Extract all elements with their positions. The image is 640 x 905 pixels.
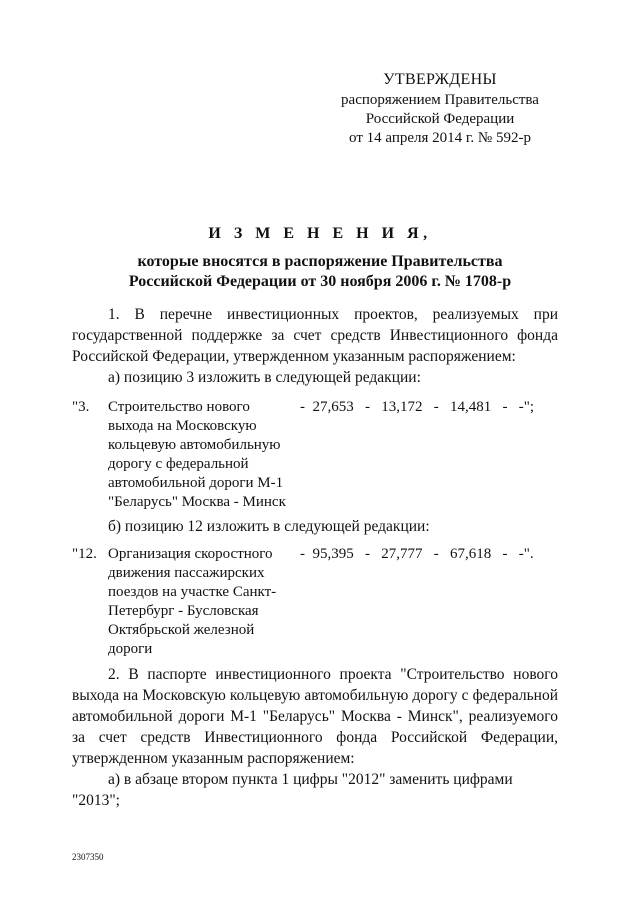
entry-number: "3. [72,399,90,415]
section-1-item-a: а) позицию 3 изложить в следующей редакции: [108,369,421,386]
approval-line: от 14 апреля 2014 г. № 592-р [349,130,531,146]
section-1-item-b: б) позицию 12 изложить в следующей редакции: [108,518,430,535]
title-main: И З М Е Н Е Н И Я, [208,225,432,242]
section-1-paragraph: 1. В перечне инвестиционных проектов, реализуемых при государственной поддержке за счет средств Инвестиционного фонда Российской Федерации, утвержденном указанным распоряжением: [72,306,558,365]
entry-name: Строительство нового выхода на Московскую кольцевую автомобильную дорогу с федеральной автомобильной дороги М-1 "Беларусь" Москва - Минск [108,399,286,510]
section-2 [72,664,558,811]
section-2-paragraph: 2. В паспорте инвестиционного проекта "Строительство нового выхода на Московскую кольцевую автомобильную дорогу с федеральной автомобильной дороги М-1 "Беларусь" Москва - Минск", реализуемого за счет средств Инвестиционного фонда Российской Федерации, утвержденном указанным распоряжением: [72,666,558,767]
entry-values: - 95,395 - 27,777 - 67,618 - -". [300,546,534,562]
section-1-intro [72,304,558,388]
entry-values: - 27,653 - 13,172 - 14,481 - -"; [300,399,535,415]
title-line: Российской Федерации от 30 ноября 2006 г. № 1708-р [128,273,512,290]
document-code: 2307350 [72,852,104,862]
section-2-item-a: а) в абзаце втором пункта 1 цифры "2012" заменить цифрами "2013"; [72,771,513,809]
approval-line: Российской Федерации [365,111,515,127]
entry-number: "12. [72,546,97,562]
document-title [70,224,570,292]
approval-block [340,70,540,148]
position-12-entry [72,545,572,657]
approval-line: распоряжением Правительства [341,92,539,108]
section-1-item-b-block [72,516,558,537]
entry-name: Организация скоростного движения пассажирских поездов на участке Санкт-Петербург - Бусловская Октябрьской железной дороги [108,546,277,657]
title-line: которые вносятся в распоряжение Правительства [137,253,503,270]
position-3-entry [72,398,572,510]
approval-heading: УТВЕРЖДЕНЫ [383,71,497,88]
